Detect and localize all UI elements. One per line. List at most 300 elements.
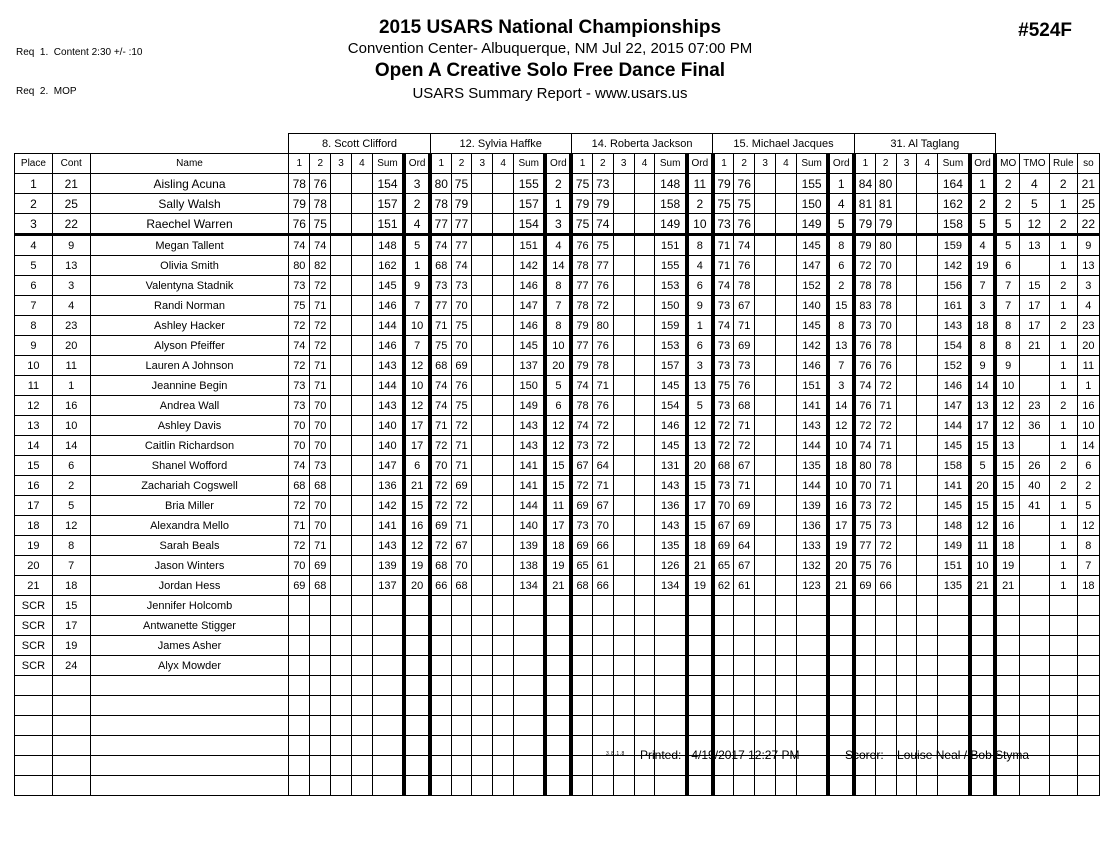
judge3-mark4 [634,476,655,496]
contestant-number: 25 [52,194,90,214]
judge4-mark3 [755,396,776,416]
judge4-mark3 [755,496,776,516]
empty-cell [875,676,896,696]
skater-name: Sarah Beals [90,536,289,556]
judge1-mark2 [310,636,331,656]
judge1-mark2: 68 [310,476,331,496]
place-value: SCR [15,656,53,676]
judge1-mark1 [289,616,310,636]
majority-ordinal: 15 [995,456,1019,476]
majority-ordinal: 2 [995,174,1019,194]
judge2-mark1: 75 [430,336,451,356]
judge5-mark3 [896,194,917,214]
empty-cell [713,716,734,736]
judge1-sum: 148 [372,235,404,256]
table-row-empty [15,676,1100,696]
judge3-mark4 [634,556,655,576]
total-majority-ordinal: 12 [1019,214,1049,235]
judge1-mark4 [351,616,372,636]
col-header-judge3-sum: Sum [655,154,687,174]
judge5-mark1: 72 [854,256,875,276]
place-value: SCR [15,636,53,656]
judge3-mark4 [634,416,655,436]
judge5-mark4 [917,336,938,356]
empty-cell [1077,716,1099,736]
judge3-sum: 145 [655,376,687,396]
col-header-name: Name [90,154,289,174]
judge5-ordinal: 7 [970,276,996,296]
judge2-mark2: 68 [451,576,472,596]
col-header-judge4-2: 2 [734,154,755,174]
judge1-mark1: 76 [289,214,310,235]
judge1-mark2: 68 [310,576,331,596]
score-table [14,133,1100,796]
judge4-mark3 [755,476,776,496]
judge3-mark3 [613,356,634,376]
empty-cell [634,776,655,796]
empty-cell [592,676,613,696]
judge1-ordinal: 17 [404,436,430,456]
place-value: 1 [15,174,53,194]
judge3-mark1 [571,596,592,616]
empty-cell [493,736,514,756]
skater-name: Ashley Hacker [90,316,289,336]
col-header-mo: MO [995,154,1019,174]
judge4-mark1: 67 [713,516,734,536]
empty-cell [90,756,289,776]
empty-cell [687,776,713,796]
empty-cell [917,776,938,796]
judge3-mark3 [613,276,634,296]
majority-ordinal: 10 [995,376,1019,396]
majority-ordinal: 12 [995,396,1019,416]
judge1-mark4 [351,476,372,496]
judge1-ordinal [404,616,430,636]
table-row-empty [15,716,1100,736]
skate-order: 25 [1077,194,1099,214]
majority-ordinal: 5 [995,235,1019,256]
empty-cell [854,676,875,696]
majority-ordinal [995,616,1019,636]
judge2-mark4 [493,636,514,656]
judge1-mark2 [310,656,331,676]
judge3-mark3 [613,616,634,636]
skate-order: 11 [1077,356,1099,376]
table-row [15,174,1100,194]
judge1-sum: 151 [372,214,404,235]
judge2-sum: 139 [514,536,546,556]
judge2-mark4 [493,256,514,276]
judge4-ordinal [828,596,854,616]
judge3-mark1: 73 [571,516,592,536]
judge1-sum: 162 [372,256,404,276]
empty-cell [938,696,970,716]
judge4-ordinal: 10 [828,476,854,496]
empty-cell [472,736,493,756]
empty-cell [687,716,713,736]
judge2-mark1: 73 [430,276,451,296]
judge5-mark3 [896,296,917,316]
judge1-sum: 146 [372,336,404,356]
judge2-sum: 141 [514,476,546,496]
judge3-mark3 [613,256,634,276]
judge4-mark2: 71 [734,416,755,436]
judge5-mark1 [854,616,875,636]
judge5-mark4 [917,316,938,336]
judge2-sum: 145 [514,336,546,356]
judge1-ordinal [404,636,430,656]
rule-value: 1 [1049,194,1077,214]
judge4-sum: 145 [796,316,828,336]
place-value: 14 [15,436,53,456]
judge2-mark2: 67 [451,536,472,556]
col-header-judge3-ord: Ord [687,154,713,174]
place-value: 9 [15,336,53,356]
judge4-ordinal [828,636,854,656]
contestant-number: 15 [52,596,90,616]
judge4-mark3 [755,336,776,356]
rule-value: 1 [1049,356,1077,376]
empty-cell [613,756,634,776]
judge2-ordinal [545,636,571,656]
empty-cell [896,776,917,796]
judge3-sum: 157 [655,356,687,376]
judge5-ordinal: 3 [970,296,996,316]
table-row [15,536,1100,556]
judge4-mark2: 73 [734,356,755,376]
empty-cell [592,716,613,736]
judge1-mark3 [331,194,352,214]
judge4-mark1: 68 [713,456,734,476]
empty-cell [613,676,634,696]
judge5-sum: 146 [938,376,970,396]
judge1-mark1 [289,596,310,616]
judge2-mark4 [493,556,514,576]
judge2-ordinal: 5 [545,376,571,396]
judge4-mark1: 70 [713,496,734,516]
judge4-mark1: 73 [713,214,734,235]
printed-value: 4/19/2017 12:27 PM [691,748,800,762]
empty-cell [571,696,592,716]
empty-cell [90,676,289,696]
judge1-ordinal: 21 [404,476,430,496]
majority-ordinal: 13 [995,436,1019,456]
judge3-mark3 [613,436,634,456]
table-row [15,256,1100,276]
empty-cell [796,776,828,796]
judge4-mark2: 78 [734,276,755,296]
judge1-mark3 [331,276,352,296]
judge2-ordinal: 11 [545,496,571,516]
judge5-mark2 [875,616,896,636]
judge2-mark4 [493,296,514,316]
judge5-mark2: 73 [875,516,896,536]
rule-value: 2 [1049,276,1077,296]
table-row [15,235,1100,256]
judge3-mark1: 79 [571,194,592,214]
empty-cell [655,676,687,696]
judge5-mark2: 72 [875,416,896,436]
judge5-ordinal [970,616,996,636]
judge4-mark1 [713,596,734,616]
judge1-mark3 [331,596,352,616]
rule-value [1049,656,1077,676]
empty-cell [796,716,828,736]
judge5-mark1: 72 [854,416,875,436]
judge3-mark4 [634,174,655,194]
judge5-sum [938,616,970,636]
judge3-sum: 146 [655,416,687,436]
judge4-ordinal: 8 [828,235,854,256]
judge4-mark2: 69 [734,516,755,536]
judge2-mark1: 66 [430,576,451,596]
judge1-mark2: 70 [310,416,331,436]
judge1-sum [372,656,404,676]
judge4-mark3 [755,656,776,676]
judge5-sum: 144 [938,416,970,436]
judge2-mark3 [472,636,493,656]
judge4-mark1: 71 [713,235,734,256]
empty-cell [545,676,571,696]
judge1-mark3 [331,636,352,656]
empty-cell [331,776,352,796]
judge1-sum: 142 [372,496,404,516]
judge4-mark4 [776,174,797,194]
empty-cell [289,696,310,716]
judge3-sum: 145 [655,436,687,456]
col-header-judge5-ord: Ord [970,154,996,174]
judge3-mark1: 78 [571,256,592,276]
judge4-ordinal: 6 [828,256,854,276]
judge1-mark4 [351,376,372,396]
judge2-mark1: 78 [430,194,451,214]
empty-cell [372,736,404,756]
judge1-sum: 143 [372,396,404,416]
judge1-mark2: 69 [310,556,331,576]
majority-ordinal: 15 [995,496,1019,516]
judge1-mark2: 70 [310,396,331,416]
judge2-sum: 140 [514,516,546,536]
judge3-sum: 136 [655,496,687,516]
judge1-mark4 [351,516,372,536]
judge5-mark1: 74 [854,436,875,456]
table-row [15,496,1100,516]
judge5-sum: 147 [938,396,970,416]
table-row [15,576,1100,596]
judge1-ordinal: 12 [404,356,430,376]
judge2-mark2: 71 [451,456,472,476]
judge3-ordinal: 18 [687,536,713,556]
majority-ordinal: 9 [995,356,1019,376]
judge1-mark1 [289,636,310,656]
judge5-mark4 [917,536,938,556]
judge5-ordinal: 1 [970,174,996,194]
skater-name: Caitlin Richardson [90,436,289,456]
judge5-mark1 [854,636,875,656]
judge4-mark2: 76 [734,174,755,194]
judge-header: 12. Sylvia Haffke [430,134,571,154]
judge4-mark1 [713,616,734,636]
judge2-ordinal: 17 [545,516,571,536]
judge2-ordinal: 12 [545,416,571,436]
empty-cell [592,776,613,796]
judge5-mark2: 76 [875,356,896,376]
rule-value: 1 [1049,376,1077,396]
total-majority-ordinal [1019,436,1049,456]
empty-cell [451,716,472,736]
empty-cell [938,716,970,736]
skater-name: Alyx Mowder [90,656,289,676]
judge3-mark3 [613,476,634,496]
empty-cell [90,696,289,716]
judge4-mark4 [776,616,797,636]
judge4-mark4 [776,316,797,336]
judge2-mark4 [493,476,514,496]
judge3-mark1 [571,636,592,656]
judge3-ordinal: 15 [687,476,713,496]
majority-ordinal: 16 [995,516,1019,536]
col-header-judge2-3: 3 [472,154,493,174]
rule-value: 1 [1049,496,1077,516]
judge2-mark2: 75 [451,316,472,336]
judge4-mark1: 73 [713,476,734,496]
judge2-ordinal: 6 [545,396,571,416]
judge1-mark4 [351,456,372,476]
judge3-mark4 [634,436,655,456]
judge1-mark3 [331,214,352,235]
judge1-mark4 [351,235,372,256]
empty-cell [1077,736,1099,756]
judge2-mark2: 70 [451,296,472,316]
judge3-mark3 [613,235,634,256]
judge5-sum: 135 [938,576,970,596]
judge4-mark2: 68 [734,396,755,416]
judge3-mark1: 69 [571,496,592,516]
judge3-ordinal: 20 [687,456,713,476]
rule-value: 2 [1049,316,1077,336]
judge5-mark3 [896,596,917,616]
skater-name: Bria Miller [90,496,289,516]
judge2-mark1: 72 [430,436,451,456]
skate-order [1077,596,1099,616]
judge4-ordinal: 12 [828,416,854,436]
contestant-number: 3 [52,276,90,296]
col-header-judge4-sum: Sum [796,154,828,174]
empty-cell [938,776,970,796]
judge4-mark3 [755,376,776,396]
col-header-judge5-3: 3 [896,154,917,174]
judge2-mark1 [430,656,451,676]
judge5-mark3 [896,235,917,256]
judge3-sum: 153 [655,336,687,356]
table-row [15,516,1100,536]
judge4-mark1: 74 [713,316,734,336]
skate-order: 14 [1077,436,1099,456]
judge5-mark2: 72 [875,536,896,556]
place-value: 3 [15,214,53,235]
judge4-sum: 155 [796,174,828,194]
judge3-sum: 143 [655,516,687,536]
empty-cell [351,716,372,736]
judge5-mark4 [917,214,938,235]
judge3-ordinal: 15 [687,516,713,536]
judge1-sum: 136 [372,476,404,496]
judge-row-spacer-right [995,134,1099,154]
report-header [0,16,1100,105]
skate-order: 8 [1077,536,1099,556]
judge3-mark2: 70 [592,516,613,536]
judge2-ordinal: 21 [545,576,571,596]
judge2-mark3 [472,516,493,536]
judge2-mark1: 71 [430,416,451,436]
judge5-mark2: 80 [875,235,896,256]
judge1-mark4 [351,174,372,194]
judge1-mark2: 74 [310,235,331,256]
judge4-ordinal [828,656,854,676]
judge4-ordinal: 10 [828,436,854,456]
judge3-mark4 [634,194,655,214]
judge1-mark3 [331,336,352,356]
judge4-mark3 [755,214,776,235]
judge2-mark2 [451,596,472,616]
empty-cell [655,696,687,716]
rule-value: 2 [1049,214,1077,235]
judge4-mark3 [755,316,776,336]
empty-cell [430,756,451,776]
judge5-mark2: 81 [875,194,896,214]
skate-order [1077,656,1099,676]
judge4-mark2 [734,636,755,656]
judge2-mark4 [493,396,514,416]
judge2-mark2: 70 [451,556,472,576]
judge3-mark2: 66 [592,536,613,556]
judge1-mark3 [331,476,352,496]
judge1-mark1: 74 [289,235,310,256]
scorer-info [845,748,1029,762]
judge4-ordinal: 1 [828,174,854,194]
judge2-ordinal: 7 [545,296,571,316]
judge3-ordinal [687,596,713,616]
judge5-mark2: 70 [875,256,896,276]
empty-cell [571,736,592,756]
empty-cell [545,776,571,796]
judge4-mark3 [755,536,776,556]
judge1-mark3 [331,235,352,256]
judge4-mark1: 69 [713,536,734,556]
judge5-mark2: 70 [875,316,896,336]
judge4-sum [796,616,828,636]
place-value: 4 [15,235,53,256]
judge5-mark4 [917,656,938,676]
judge5-mark2: 78 [875,336,896,356]
place-value: 21 [15,576,53,596]
rule-value: 1 [1049,416,1077,436]
report-subtitle: USARS Summary Report - www.usars.us [412,85,688,102]
judge5-ordinal: 18 [970,316,996,336]
judge5-ordinal [970,636,996,656]
judge1-mark4 [351,596,372,616]
judge2-mark4 [493,656,514,676]
total-majority-ordinal [1019,376,1049,396]
judge2-mark2: 72 [451,496,472,516]
empty-cell [514,696,546,716]
empty-cell [289,756,310,776]
judge4-sum: 150 [796,194,828,214]
judge2-ordinal: 12 [545,436,571,456]
empty-cell [351,696,372,716]
rule-value: 2 [1049,456,1077,476]
judge3-ordinal: 6 [687,336,713,356]
